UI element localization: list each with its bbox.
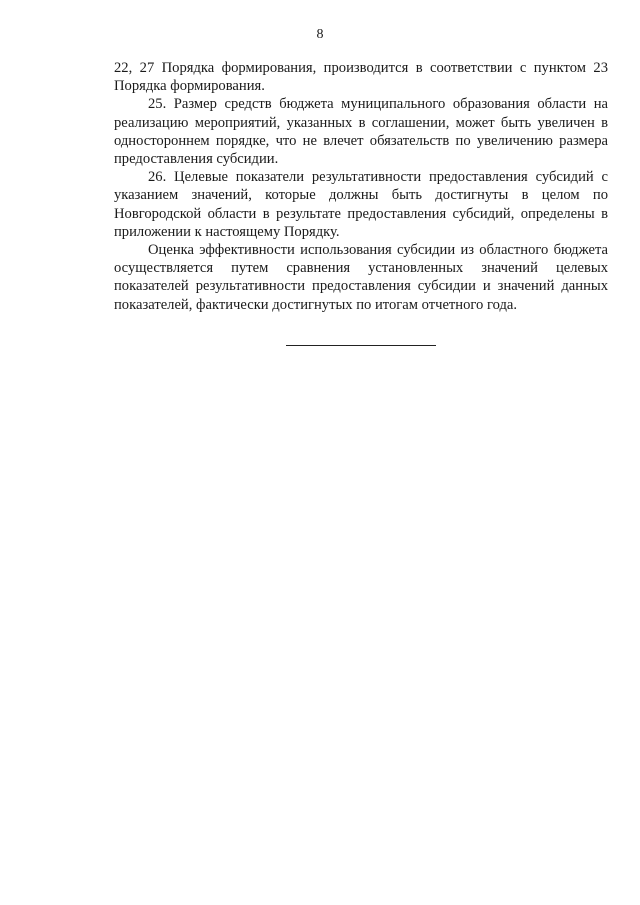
page-number: 8 — [316, 27, 324, 42]
paragraph-25: 25. Размер средств бюджета муниципального образования области на реализацию мероприятий, указанных в соглашении, может быть увеличен в одностороннем порядке, что не влечет обязательств по увеличению размера предоставления субсидии. — [114, 96, 608, 168]
paragraph-evaluation: Оценка эффективности использования субсидии из областного бюджета осуществляется путем сравнения установленных значений целевых показателей результативности предоставления субсидии и значений данных показателей, фактически достигнутых по итогам отчетного года. — [114, 242, 608, 313]
paragraph-continuation: 22, 27 Порядка формирования, производится в соответствии с пунктом 23 Порядка формирования. — [114, 60, 608, 95]
document-body — [114, 59, 608, 314]
paragraph-26: 26. Целевые показатели результативности предоставления субсидий с указанием значений, которые должны быть достигнуты в целом по Новгородской области в результате предоставления субсидий, определены в приложении к настоящему Порядку. — [114, 169, 608, 240]
end-of-document-rule — [286, 345, 436, 346]
